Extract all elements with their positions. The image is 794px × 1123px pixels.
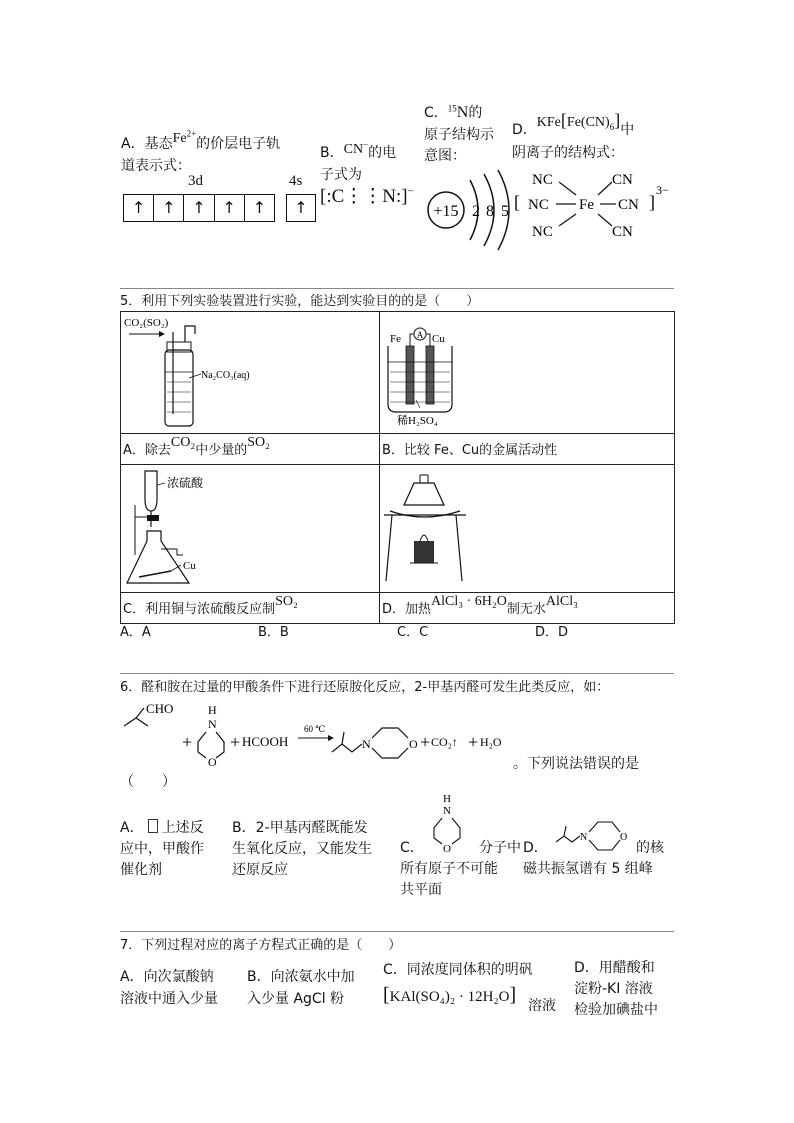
atom-o: O [443,843,451,852]
q4a-text-line1: A．基态$Fe^{2+}$的价层电子轨 [121,128,281,152]
solution-label: Na₂CO₃(aq) [201,370,250,381]
q4d-text-line1: D．$KFe[Fe(CN)_6]$中 [512,110,635,138]
flask-funnel-diagram [121,465,379,588]
bond-arrow [598,214,612,226]
q7c-line1: C．同浓度同体积的明矾 [383,962,533,978]
atom-n: N [362,737,371,751]
reagent-label: 浓硫酸 [167,476,204,490]
answer-choice-a[interactable]: A．A [120,625,151,640]
q6a-line3: 催化剂 [120,862,162,878]
cn-electron-formula: [:C⋮⋮N:]− [320,185,414,207]
bond-arrow [598,182,612,195]
bracket-right: ] [649,192,655,212]
orbital-cell: ↑ [184,195,214,221]
atom-o: O [620,832,628,843]
orbital-box-4s: ↑ [286,194,316,222]
cu-label: Cu [183,560,196,572]
answer-choice-d[interactable]: D．D [535,625,569,640]
q4b-text-line2: 子式为 [320,167,362,183]
plus-sign: + [468,732,479,752]
q6b-line1: B．2-甲基丙醛既能发 [232,820,368,836]
q6-stem-tail: 。下列说法错误的是 [513,756,639,772]
q6-paren: （ ） [120,774,176,790]
bracket-left: [ [514,192,520,212]
q4d-text-line2: 阴离子的结构式： [512,145,624,161]
ligand-label: NC [528,197,549,213]
caption-a: A．除去CO₂中少量的SO₂ [123,435,271,458]
answer-choice-b[interactable]: B．B [258,625,289,640]
ligand-label: CN [618,197,639,213]
divider [120,288,674,289]
caption-c: C．利用铜与浓硫酸反应制SO₂ [123,594,298,617]
q7c-formula: [KAl(SO₄)₂ · 12H₂O] [383,984,517,1006]
q6d-label: D． [523,840,548,856]
atom-n: N [443,805,451,817]
caption-d: D．加热AlCl₃ · 6H₂O制无水AlCl₃ [382,594,579,617]
q7b-line1: B．向浓氨水中加 [247,969,355,985]
cell-caption-c [121,593,380,624]
central-atom: Fe [579,197,594,213]
q4c-text-line2: 原子结构示 [424,127,494,143]
atom-n: N [208,717,217,731]
q7c-line3: 溶液 [528,998,556,1014]
label-4s: 4s [289,173,303,189]
atom-h: H [443,793,451,805]
ferricyanide-structure [512,162,672,246]
atom-o: O [409,737,418,751]
shell-count: 5 [501,203,509,220]
q6c-line2: 所有原子不可能 [400,861,498,877]
q7a-line2: 溶液中通入少量 [120,991,218,1007]
gas-washing-bottle-diagram [121,312,379,429]
atom-o: O [208,755,217,766]
q6b-line3: 还原反应 [232,862,288,878]
q6d-line1: 的核 [636,840,664,856]
bond-arrow [559,182,576,195]
galvanic-cell-diagram [380,312,674,429]
shell-count: 8 [486,203,494,220]
reaction-equation [118,696,514,766]
cell-caption-b [380,434,675,465]
q7-stem: 7．下列过程对应的离子方程式正确的是（ ） [120,938,402,953]
atom-h: H [208,703,217,717]
nucleus-charge: +15 [433,203,459,220]
electrode-label-fe: Fe [390,333,401,345]
orbital-cell: ↑ [252,198,267,217]
cell-apparatus-c [121,465,380,593]
q7a-line1: A．向次氯酸钠 [120,969,214,985]
orbital-cell: ↑ [154,195,184,221]
plus-sign: + [420,732,431,752]
h2o-label: H₂O [480,735,502,749]
divider [120,673,674,674]
q7b-line2: 入少量 AgCl 粉 [247,991,345,1007]
q6-stem: 6．醛和胺在过量的甲酸条件下进行还原胺化反应，2-甲基丙醛可发生此类反应，如： [120,680,610,695]
co2-label: CO₂↑ [431,735,458,749]
q4a-text-line2: 道表示式： [121,158,191,174]
answer-choice-c[interactable]: C．C [397,625,429,640]
q6c-label: C． [400,840,424,856]
ligand-label: CN [612,224,633,240]
electrode-label-cu: Cu [432,333,445,345]
cho-label: CHO [146,701,174,716]
ammeter-label: A [416,330,424,340]
atom-n: N [580,832,588,843]
placeholder-glyph [148,819,158,833]
q5-stem: 5．利用下列实验装置进行实验，能达到实验目的的是（ ） [120,294,480,309]
q6a-line2: 应中，甲酸作 [120,841,204,857]
ligand-label: NC [532,172,553,188]
bond-arrow [559,214,576,226]
atomic-structure-diagram [424,166,518,254]
orbital-cell: ↑ [124,195,154,221]
q5-apparatus-table [120,311,675,624]
plus-sign: + [230,732,241,752]
gas-label: CO₂(SO₂) [124,317,169,329]
q6b-line2: 生氧化反应，又能发生 [232,841,372,857]
q4c-text-line1: C．$^{15}$N的 [424,103,483,121]
cell-caption-a [121,434,380,465]
q6c-line3: 共平面 [400,882,442,898]
cell-apparatus-b [380,312,675,434]
q4c-text-line3: 意图： [424,148,466,164]
cell-apparatus-d [380,465,675,593]
plus-sign: + [182,732,193,752]
ligand-label: CN [612,172,633,188]
product-structure [554,812,630,852]
caption-b: B．比较 Fe、Cu的金属活动性 [382,443,558,458]
shell-count: 2 [472,203,480,220]
hcooh-label: HCOOH [242,734,289,749]
cell-caption-d [380,593,675,624]
divider [120,931,674,932]
condition-label: 60 ℃ [304,724,326,734]
orbital-cell: ↑ [215,195,245,221]
q6d-line2: 磁共振氢谱有 5 组峰 [523,861,653,877]
q6a-line1: A． 上述反 [120,820,204,836]
label-3d: 3d [188,173,203,189]
orbital-box-3d [123,194,275,222]
q4b-text-line1: B．CN−的电 [320,139,397,161]
q7d-line2: 淀粉-KI 溶液 [574,981,653,997]
ion-charge: 3− [656,183,669,197]
acid-label: 稀H₂SO₄ [397,415,438,427]
cell-apparatus-a [121,312,380,434]
q7d-line1: D．用醋酸和 [574,960,655,976]
q7d-line3: 检验加碘盐中 [574,1002,658,1018]
morpholine-structure [428,790,472,852]
q6c-line1: 分子中 [479,840,521,856]
ligand-label: NC [532,224,553,240]
evaporating-dish-diagram [380,465,674,588]
